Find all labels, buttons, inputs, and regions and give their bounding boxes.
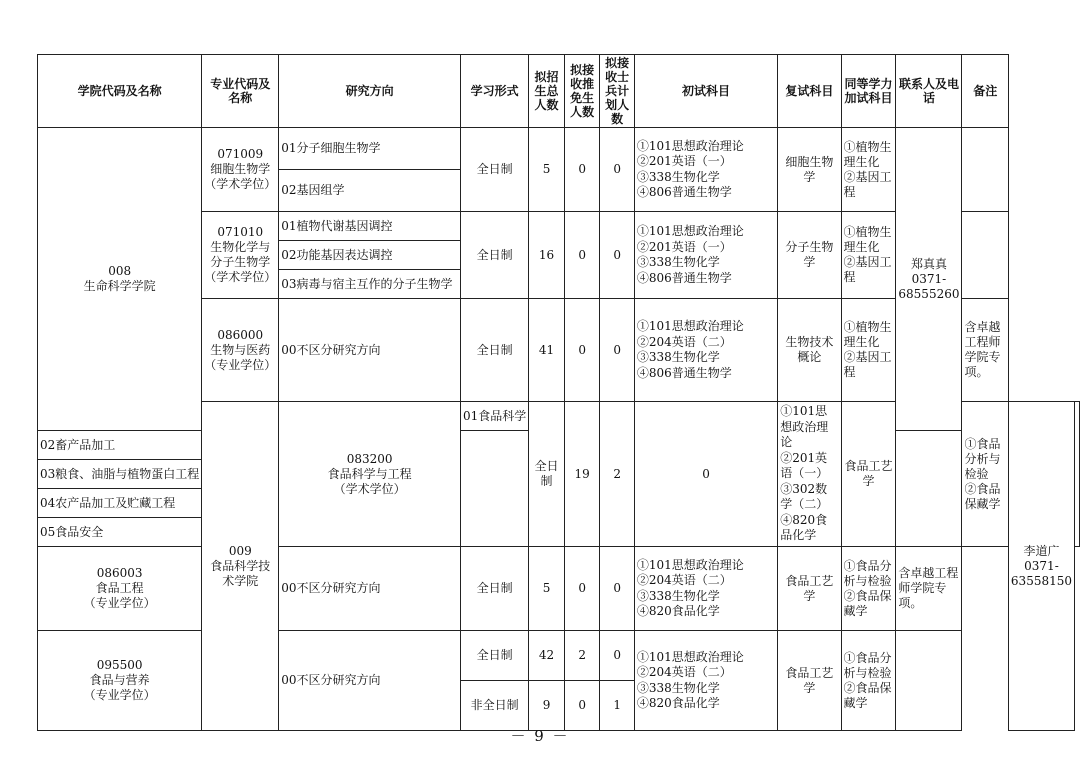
extra-subject: ①植物生理生化 <box>843 139 892 169</box>
header-direction: 研究方向 <box>279 55 461 128</box>
total-cell: 5 <box>529 547 565 631</box>
exam-subject: ①101思想政治理论 <box>636 319 744 333</box>
extra-cell <box>841 547 896 631</box>
header-exempt: 拟接收推免生人数 <box>564 55 600 128</box>
header-mode: 学习形式 <box>460 55 528 128</box>
direction-cell: 00不区分研究方向 <box>279 547 461 631</box>
direction-cell: 03病毒与宿主互作的分子生物学 <box>279 270 461 299</box>
major-code: 095500 <box>96 658 143 672</box>
exam-subject: ③338生物化学 <box>636 350 720 364</box>
major-cell <box>202 299 279 402</box>
exempt-cell: 0 <box>564 681 600 731</box>
extra-cell <box>841 212 896 299</box>
direction-cell: 03粮食、油脂与植物蛋白工程 <box>38 460 202 489</box>
mode-cell: 全日制 <box>460 299 528 402</box>
retest-cell: 分子生物学 <box>778 212 841 299</box>
soldier-cell: 1 <box>600 681 634 731</box>
total-cell: 42 <box>529 631 565 681</box>
retest-cell: 食品工艺学 <box>778 631 841 731</box>
table-row <box>38 128 1080 170</box>
remark-cell <box>896 631 962 731</box>
college-cell <box>38 128 202 431</box>
exam-subject: ②204英语（二） <box>636 665 732 679</box>
major-name: 食品科学与工程 <box>327 466 412 481</box>
table-row <box>38 547 1080 631</box>
remark-cell: 含卓越工程师学院专项。 <box>962 299 1008 402</box>
extra-subject: ①食品分析与检验 <box>843 650 892 680</box>
exam-cell <box>634 631 777 731</box>
extra-cell <box>841 128 896 212</box>
direction-cell: 02基因组学 <box>279 170 461 212</box>
exam-subject: ④806普通生物学 <box>636 185 732 199</box>
exam-subject: ②204英语（二） <box>636 573 732 587</box>
exam-subject: ③338生物化学 <box>636 255 720 269</box>
header-major: 专业代码及名称 <box>202 55 279 128</box>
retest-cell: 生物技术概论 <box>778 299 841 402</box>
extra-cell <box>962 402 1008 547</box>
soldier-cell: 0 <box>600 299 634 402</box>
exam-cell <box>634 299 777 402</box>
header-college: 学院代码及名称 <box>38 55 202 128</box>
extra-cell <box>841 631 896 731</box>
extra-subject: ②基因工程 <box>843 350 892 379</box>
major-name: 食品工程 <box>95 581 144 595</box>
total-cell: 9 <box>529 681 565 731</box>
major-name: 食品与营养 <box>89 673 150 687</box>
soldier-cell: 0 <box>634 402 777 547</box>
enrollment-table <box>37 54 1080 731</box>
exam-subject: ④820食品化学 <box>636 696 720 710</box>
contact-cell <box>1008 402 1074 731</box>
major-cell <box>38 547 202 631</box>
header-extra: 同等学力加试科目 <box>841 55 896 128</box>
contact-person: 李道广 <box>1023 543 1060 558</box>
direction-cell: 00不区分研究方向 <box>279 299 461 402</box>
direction-cell: 02功能基因表达调控 <box>279 241 461 270</box>
page-number: － 9 － <box>510 727 570 745</box>
retest-cell: 细胞生物学 <box>778 128 841 212</box>
retest-cell: 食品工艺学 <box>778 547 841 631</box>
total-cell: 5 <box>529 128 565 212</box>
header-initial: 初试科目 <box>634 55 777 128</box>
header-row <box>38 55 1080 128</box>
header-retest: 复试科目 <box>778 55 841 128</box>
direction-cell: 01分子细胞生物学 <box>279 128 461 170</box>
extra-subject: ①食品分析与检验 <box>843 558 892 588</box>
direction-cell: 02畜产品加工 <box>38 431 202 460</box>
header-remark: 备注 <box>962 55 1008 128</box>
exam-subject: ④806普通生物学 <box>636 365 732 380</box>
exempt-cell: 0 <box>564 128 600 212</box>
remark-cell: 含卓越工程师学院专项。 <box>896 547 962 631</box>
college-name: 食品科学技术学院 <box>210 558 271 588</box>
major-type: （学术学位） <box>204 177 277 191</box>
exam-subject: ②201英语（一） <box>636 239 732 254</box>
major-code: 071010 <box>217 225 264 239</box>
total-cell: 16 <box>529 212 565 299</box>
contact-person: 郑真真 <box>910 256 947 271</box>
exam-subject: ②204英语（二） <box>636 334 732 349</box>
mode-cell: 全日制 <box>460 212 528 299</box>
contact-phone: 0371-63558150 <box>1010 558 1072 588</box>
exam-subject: ①101思想政治理论 <box>636 138 744 153</box>
major-code: 086000 <box>217 327 264 342</box>
college-name: 生命科学学院 <box>83 279 156 293</box>
major-code: 086003 <box>96 566 143 580</box>
table-row <box>38 631 1080 681</box>
exam-subject: ②201英语（一） <box>780 450 829 481</box>
total-cell: 41 <box>529 299 565 402</box>
extra-cell <box>841 299 896 402</box>
soldier-cell: 0 <box>600 547 634 631</box>
extra-subject: ②基因工程 <box>843 169 892 199</box>
exam-subject: ③302数学（二） <box>780 481 829 512</box>
direction-cell: 05食品安全 <box>38 518 202 547</box>
exempt-cell: 0 <box>564 212 600 299</box>
direction-cell: 01植物代谢基因调控 <box>279 212 461 241</box>
major-name: 生物与医药 <box>210 342 271 357</box>
exam-subject: ③338生物化学 <box>636 680 720 695</box>
exam-subject: ④820食品化学 <box>636 604 720 618</box>
mode-cell: 全日制 <box>460 128 528 212</box>
extra-subject: ②食品保藏学 <box>964 481 1001 511</box>
major-code: 071009 <box>217 147 264 161</box>
header-soldier: 拟接收士兵计划人数 <box>600 55 634 128</box>
remark-cell <box>962 128 1008 212</box>
exam-cell <box>634 212 777 299</box>
exempt-cell: 2 <box>564 631 600 681</box>
soldier-cell: 0 <box>600 128 634 212</box>
mode-cell: 全日制 <box>529 402 565 547</box>
major-type: （专业学位） <box>83 596 156 610</box>
major-type: （学术学位） <box>333 481 406 496</box>
extra-subject: ②食品保藏学 <box>843 588 892 618</box>
header-total: 拟招生总人数 <box>529 55 565 128</box>
major-type: （专业学位） <box>83 688 156 702</box>
extra-subject: ①植物生理生化 <box>843 320 892 349</box>
contact-phone: 0371-68555260 <box>898 271 960 301</box>
college-code: 008 <box>108 264 132 278</box>
college-code: 009 <box>228 543 252 558</box>
extra-subject: ①植物生理生化 <box>843 225 892 254</box>
exam-subject: ②201英语（一） <box>636 154 732 168</box>
direction-cell: 04农产品加工及贮藏工程 <box>38 489 202 518</box>
mode-cell: 全日制 <box>460 547 528 631</box>
exam-subject: ①101思想政治理论 <box>780 404 829 450</box>
major-code: 083200 <box>346 451 393 466</box>
exempt-cell: 0 <box>564 299 600 402</box>
extra-subject: ①食品分析与检验 <box>964 436 1001 481</box>
retest-cell: 食品工艺学 <box>841 402 896 547</box>
soldier-cell: 0 <box>600 631 634 681</box>
total-cell: 19 <box>564 402 600 547</box>
soldier-cell: 0 <box>600 212 634 299</box>
exam-subject: ③338生物化学 <box>636 588 720 603</box>
major-cell <box>38 631 202 731</box>
exempt-cell: 2 <box>600 402 634 547</box>
exam-subject: ④820食品化学 <box>780 512 828 543</box>
exam-subject: ①101思想政治理论 <box>636 224 744 238</box>
exam-subject: ①101思想政治理论 <box>636 649 744 664</box>
exam-cell <box>634 128 777 212</box>
extra-subject: ②食品保藏学 <box>843 680 892 710</box>
exempt-cell: 0 <box>564 547 600 631</box>
exam-cell <box>778 402 841 547</box>
contact-cell <box>896 128 962 431</box>
exam-subject: ①101思想政治理论 <box>636 557 744 572</box>
exam-subject: ④806普通生物学 <box>636 270 732 285</box>
major-name: 细胞生物学 <box>210 162 271 176</box>
major-cell <box>202 212 279 299</box>
major-cell <box>202 128 279 212</box>
major-cell <box>279 402 461 547</box>
direction-cell: 00不区分研究方向 <box>279 631 461 731</box>
major-type: （学术学位） <box>204 270 277 284</box>
extra-subject: ②基因工程 <box>843 255 892 284</box>
remark-cell <box>1075 402 1080 547</box>
mode-cell: 全日制 <box>460 631 528 681</box>
header-contact: 联系人及电话 <box>896 55 962 128</box>
mode-cell: 非全日制 <box>460 681 528 731</box>
exam-subject: ③338生物化学 <box>636 169 720 184</box>
exam-cell <box>634 547 777 631</box>
major-name: 生物化学与分子生物学 <box>210 240 271 269</box>
college-cell <box>202 402 279 731</box>
major-type: （专业学位） <box>204 357 277 372</box>
remark-cell <box>962 212 1008 299</box>
direction-cell: 01食品科学 <box>460 402 528 431</box>
